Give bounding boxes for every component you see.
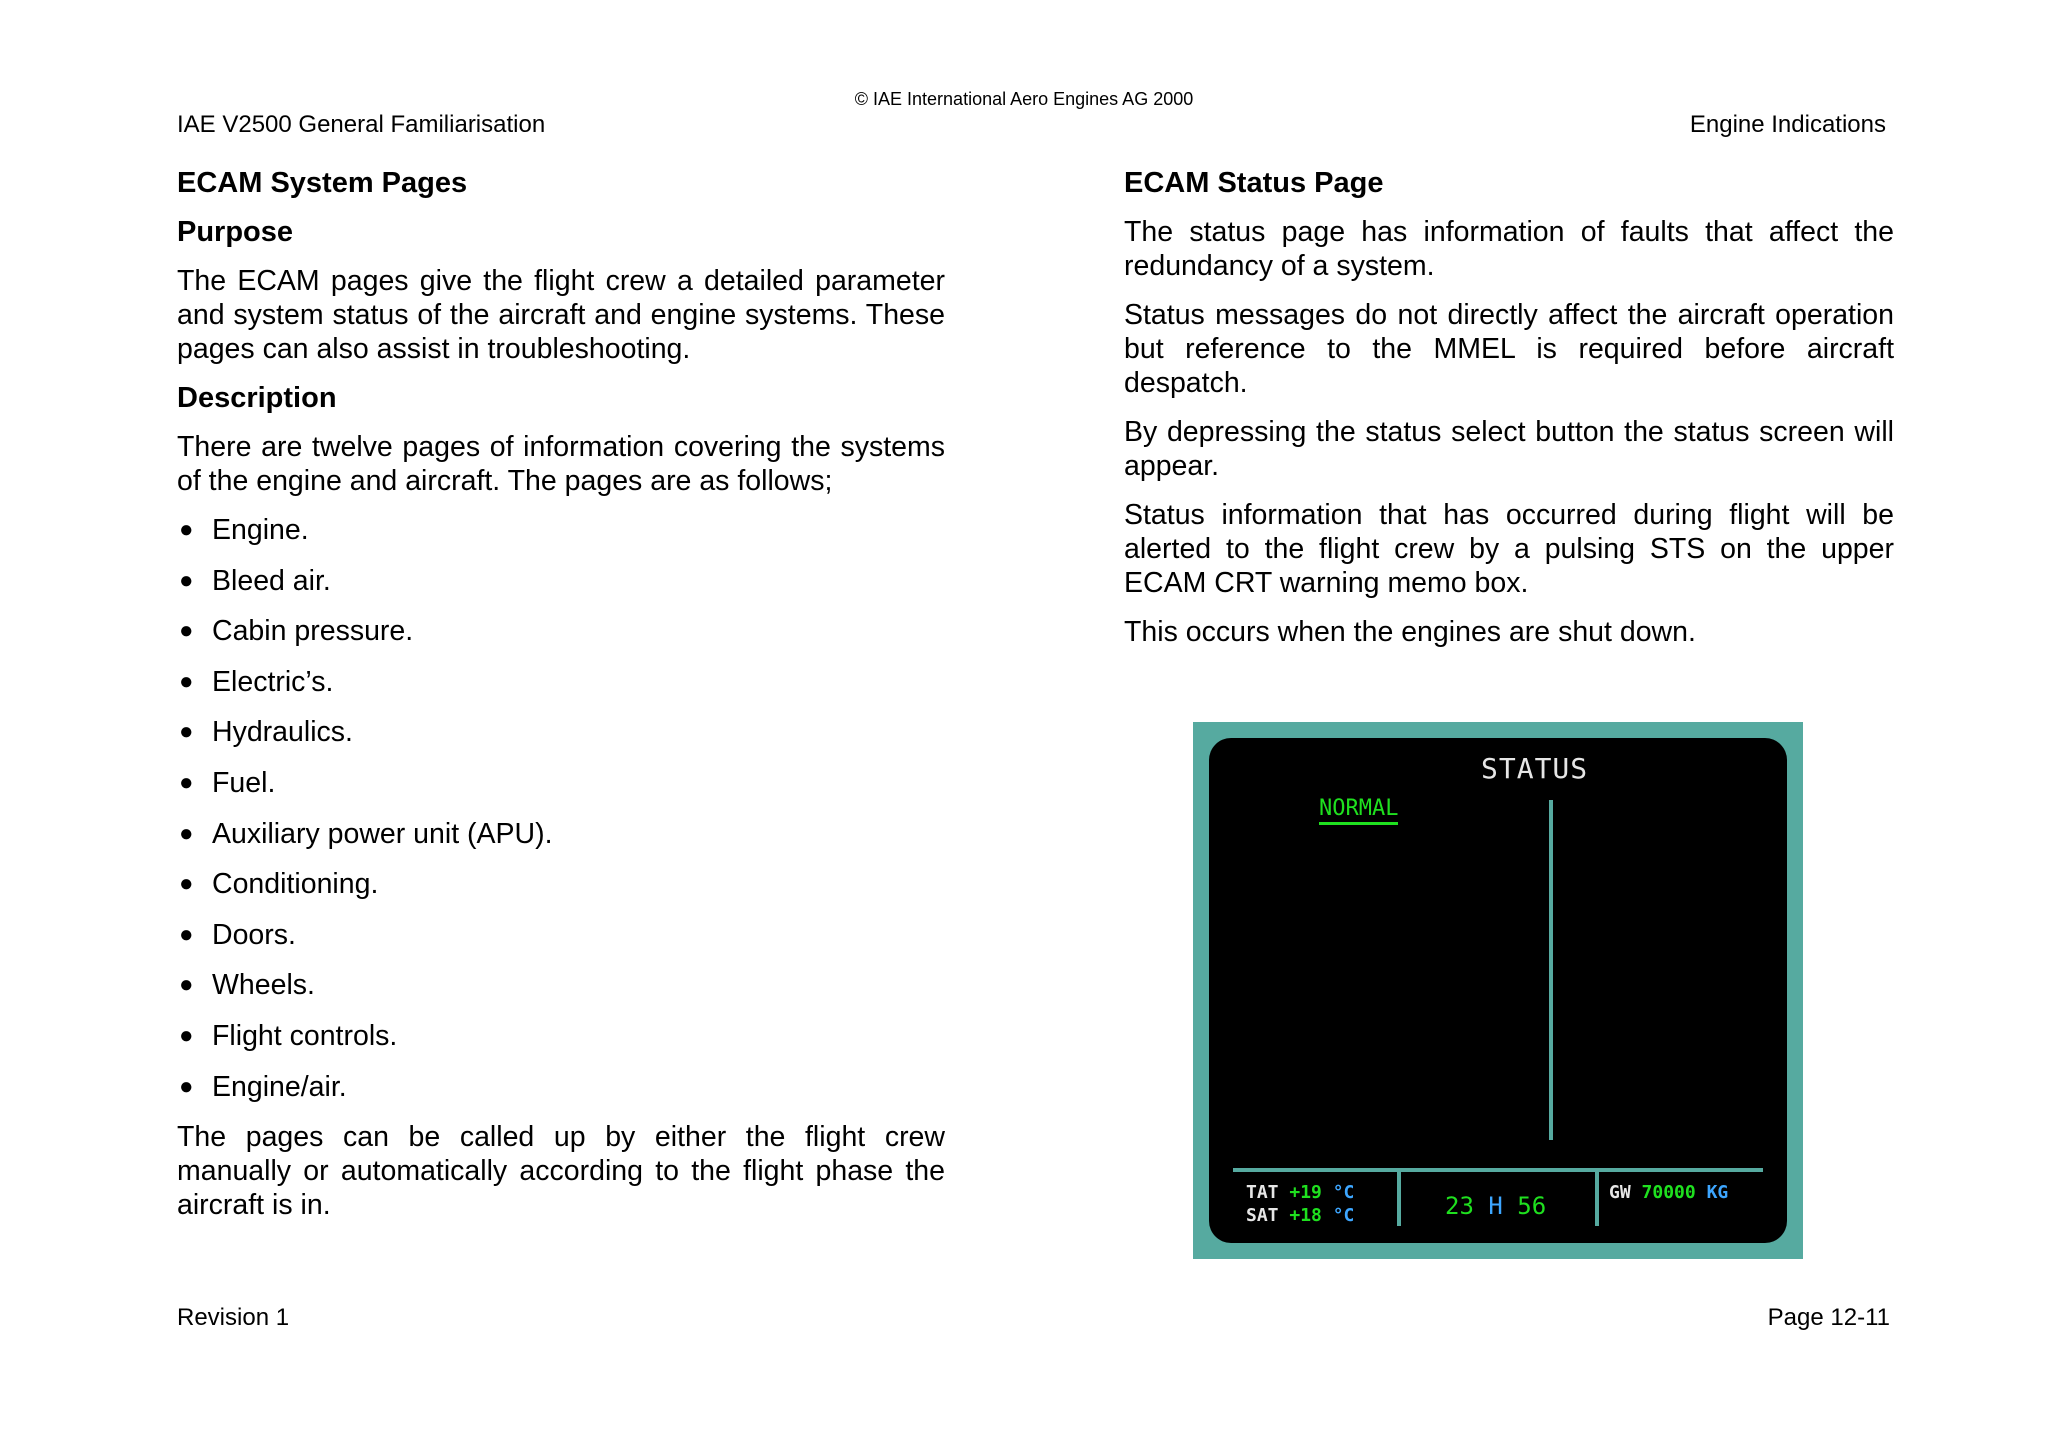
description-heading: Description <box>177 382 337 414</box>
header-chapter-title: Engine Indications <box>1689 111 1886 138</box>
list-item: ● Electric’s. <box>179 665 334 698</box>
purpose-paragraph: The ECAM pages give the flight crew a detailed parameter and system status of the aircraft and engine systems. These pages can also assist in troubleshooting. <box>177 265 945 365</box>
status-paragraph: Status information that has occurred during flight will be alerted to the flight crew by a pulsing STS on the upper ECAM CRT warning memo box. <box>1124 499 1894 599</box>
left-column <box>177 166 945 1237</box>
ecam-normal-label: NORMAL <box>1319 796 1398 825</box>
list-item: ● Fuel. <box>179 766 276 799</box>
bullet-icon: ● <box>179 516 194 543</box>
list-item: ● Flight controls. <box>179 1019 398 1052</box>
ecam-divider-horizontal <box>1233 1168 1763 1172</box>
sat-readout: SAT +18 °C <box>1246 1205 1355 1226</box>
ecam-divider-vertical <box>1549 800 1553 1140</box>
list-item: ● Hydraulics. <box>179 716 353 749</box>
tat-readout: TAT +19 °C <box>1246 1182 1355 1203</box>
list-item: ● Wheels. <box>179 969 315 1002</box>
description-paragraph: There are twelve pages of information covering the systems of the engine and aircraft. The pages are as follows; <box>177 431 945 497</box>
list-item: ● Bleed air. <box>179 564 331 597</box>
bullet-icon: ● <box>179 1021 194 1049</box>
list-item: ● Engine/air. <box>179 1070 347 1103</box>
bullet-icon: ● <box>179 971 194 999</box>
utc-clock: 23 H 56 <box>1445 1192 1547 1220</box>
section-title-system-pages: ECAM System Pages <box>177 167 468 199</box>
footer-page-number: Page 12-11 <box>1767 1304 1890 1331</box>
bullet-icon: ● <box>179 819 194 847</box>
list-item: ● Conditioning. <box>179 868 379 901</box>
gross-weight-readout: GW 70000 KG <box>1609 1182 1729 1203</box>
bullet-icon: ● <box>179 1072 194 1100</box>
section-title-status-page: ECAM Status Page <box>1124 167 1384 199</box>
ecam-divider-right <box>1595 1168 1599 1226</box>
list-item: ● Engine. <box>179 514 309 546</box>
bullet-icon: ● <box>179 768 194 796</box>
ecam-status-title: STATUS <box>1481 752 1589 785</box>
bullet-icon: ● <box>179 718 194 746</box>
ecam-divider-left <box>1397 1168 1401 1226</box>
pages-list <box>177 513 945 1104</box>
purpose-heading: Purpose <box>177 216 294 248</box>
bullet-icon: ● <box>179 667 194 695</box>
status-paragraph: Status messages do not directly affect the aircraft operation but reference to the MMEL is required before aircraft despatch. <box>1124 299 1894 399</box>
bullet-icon: ● <box>179 617 194 645</box>
bullet-icon: ● <box>179 566 194 594</box>
bullet-icon: ● <box>179 870 194 898</box>
header-document-title: IAE V2500 General Familiarisation <box>177 111 546 138</box>
ecam-status-display <box>1193 722 1803 1259</box>
footer-revision: Revision 1 <box>177 1304 290 1331</box>
closing-paragraph: The pages can be called up by either the flight crew manually or automatically according to the flight phase the aircraft is in. <box>177 1121 945 1222</box>
status-paragraph: By depressing the status select button the status screen will appear. <box>1124 416 1894 482</box>
list-item: ● Doors. <box>179 918 296 951</box>
list-item: ● Auxiliary power unit (APU). <box>179 817 553 850</box>
bullet-icon: ● <box>179 920 194 948</box>
status-paragraph: The status page has information of faults that affect the redundancy of a system. <box>1124 216 1894 282</box>
right-column <box>1124 166 1894 664</box>
copyright-notice: © IAE International Aero Engines AG 2000 <box>854 89 1194 109</box>
ecam-screen <box>1209 738 1787 1243</box>
list-item: ● Cabin pressure. <box>179 615 414 648</box>
status-paragraph: This occurs when the engines are shut down. <box>1124 616 1696 648</box>
